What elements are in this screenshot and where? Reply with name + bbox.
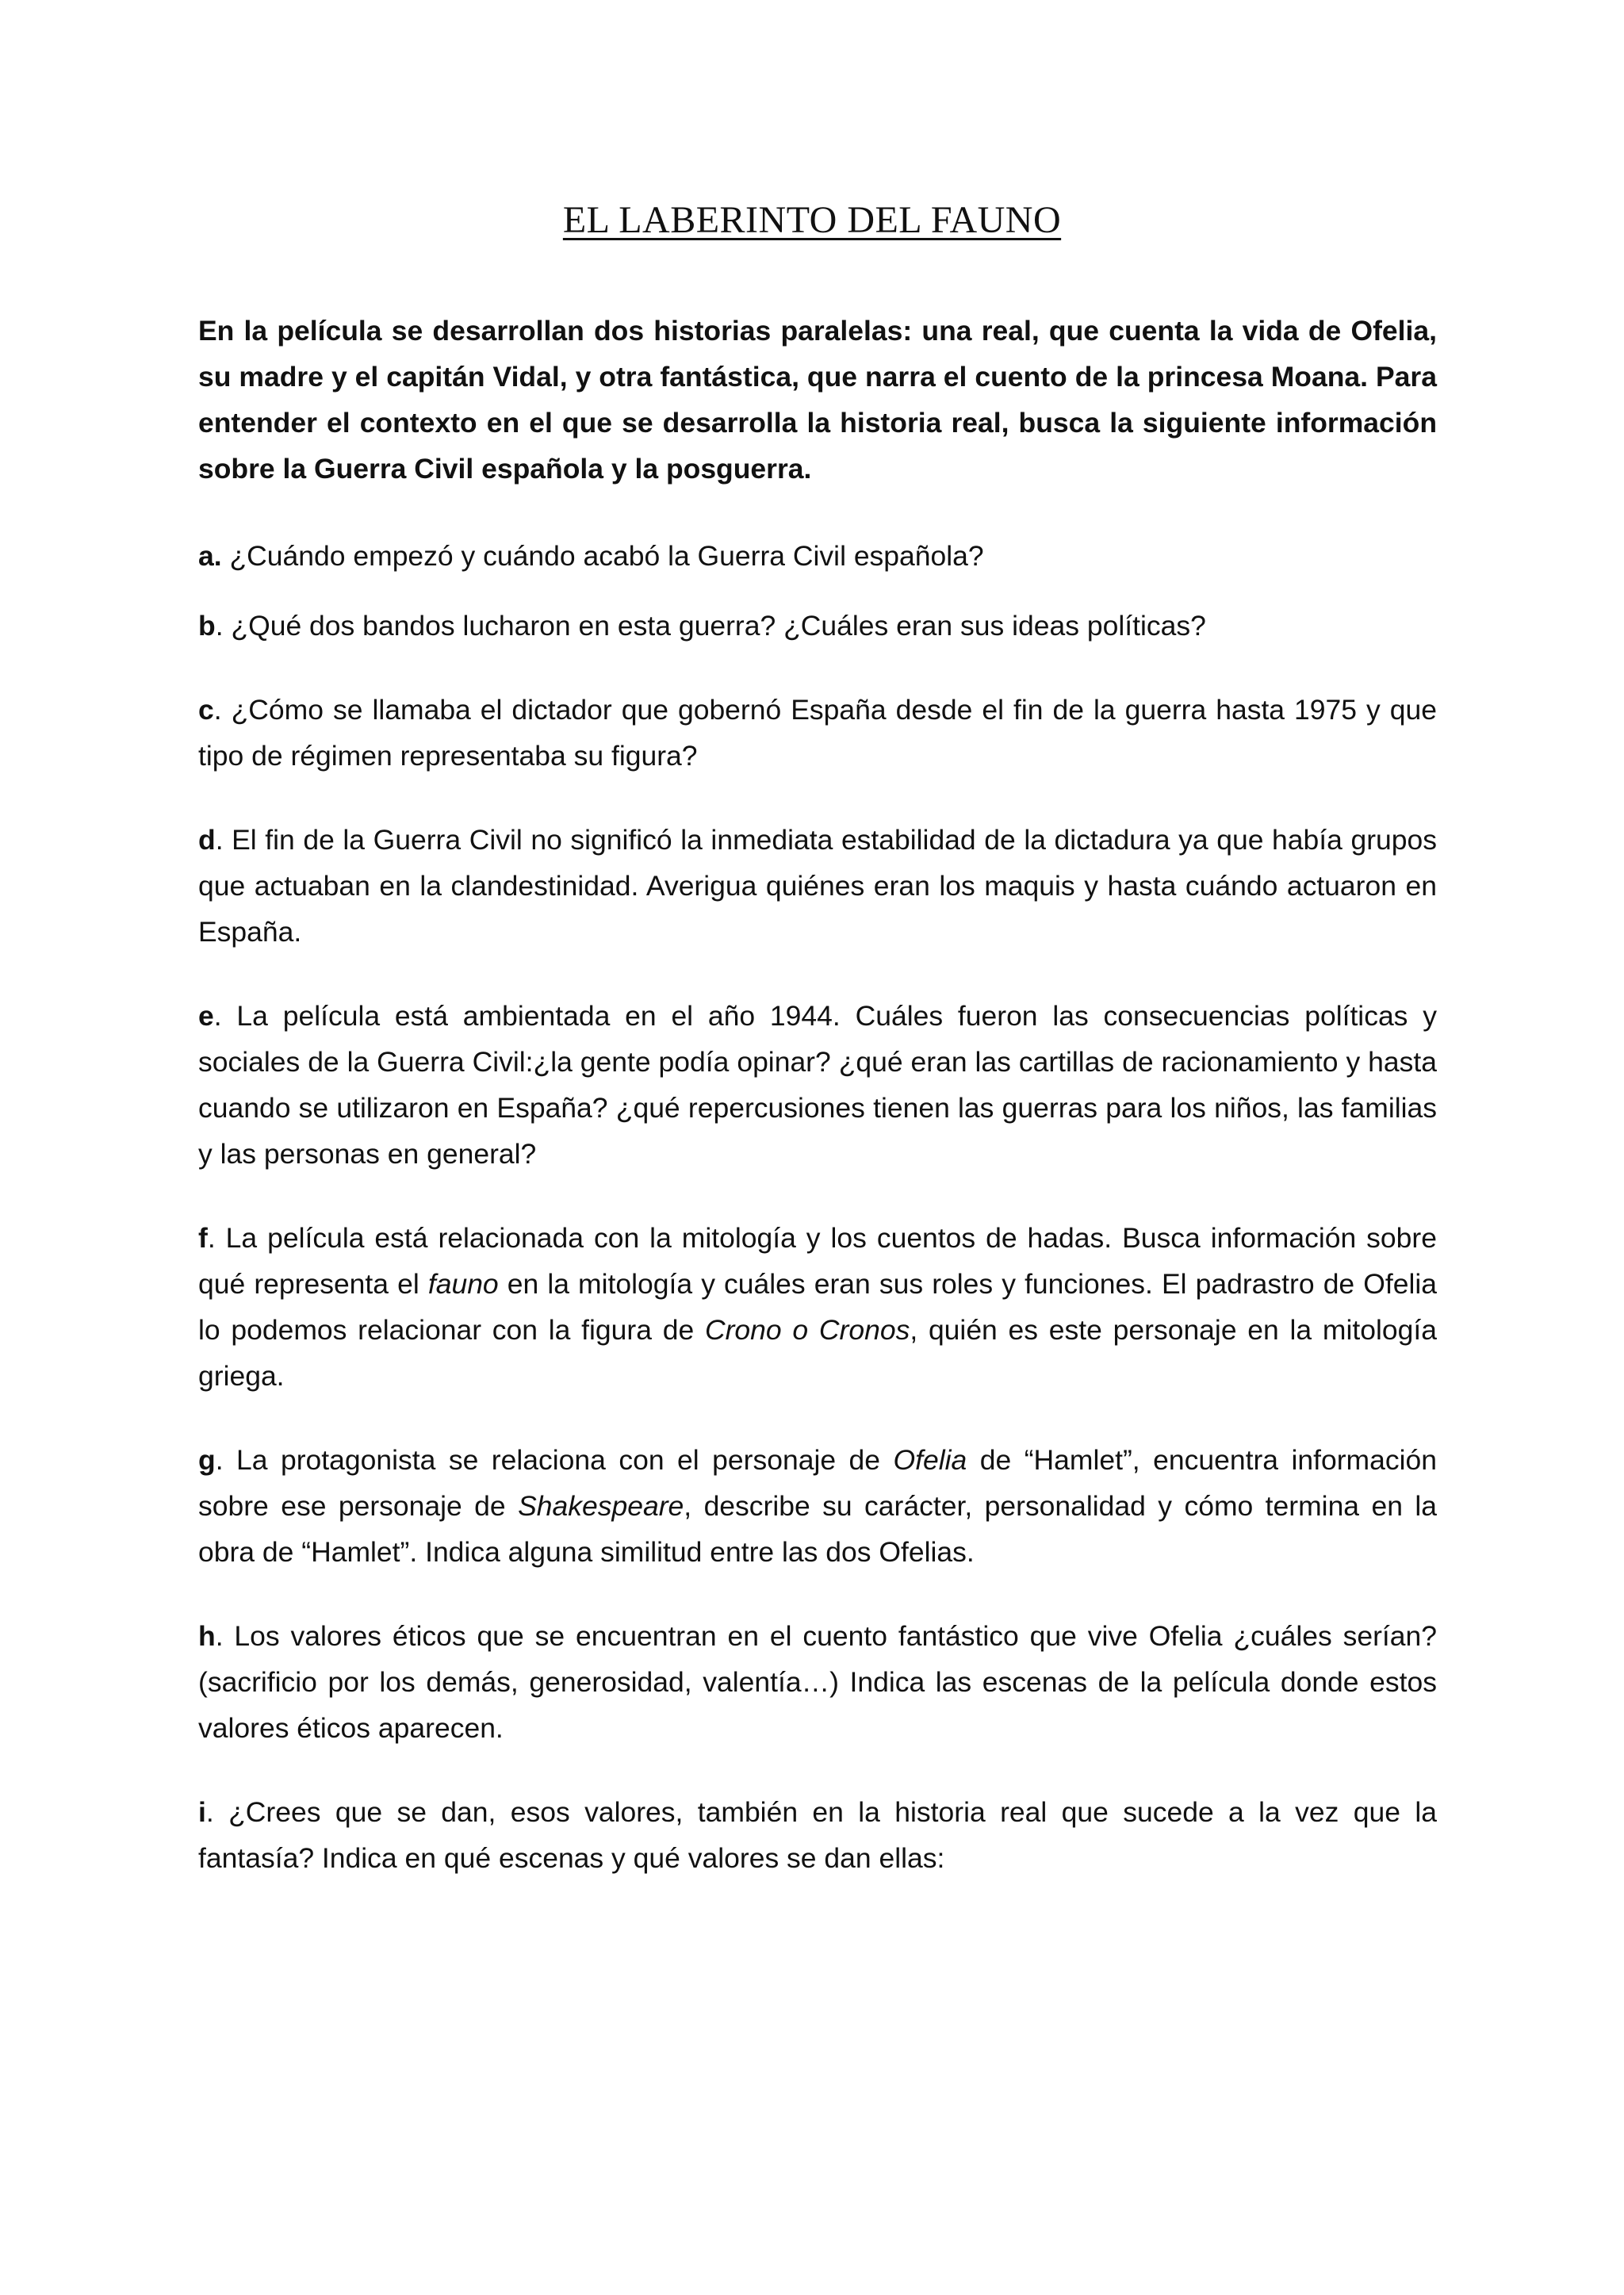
- question-letter: i: [198, 1796, 206, 1828]
- question-letter: h: [198, 1620, 216, 1652]
- document-body: [198, 308, 1437, 1919]
- question-d: [198, 817, 1437, 955]
- question-text: . La película está ambientada en el año 1944. Cuáles fueron las consecuencias políticas y sociales de la Guerra Civil:¿la gente podía opinar? ¿qué eran las cartillas de racionamiento y hasta cuando se utilizaron en España? ¿qué repercusiones tienen las guerras para los niños, las familias y las personas en general?: [198, 1000, 1437, 1170]
- question-text-part: . La protagonista se relaciona con el personaje de: [215, 1444, 894, 1476]
- question-text-part: , describe su carácter, personalidad y cómo termina en la obra de “Hamlet”. Indica alguna similitud entre las dos Ofelias.: [198, 1490, 1437, 1568]
- question-text: . Los valores éticos que se encuentran en el cuento fantástico que vive Ofelia ¿cuáles serían? (sacrificio por los demás, generosidad, valentía…) Indica las escenas de la película donde estos valores éticos aparecen.: [198, 1620, 1437, 1744]
- question-letter: c: [198, 694, 214, 726]
- question-letter: d: [198, 824, 216, 856]
- question-text-part: de “Hamlet”, encuentra información sobre ese personaje de: [198, 1444, 1437, 1522]
- italic-term: Shakespeare: [518, 1490, 684, 1522]
- italic-term: Crono o Cronos: [704, 1314, 910, 1346]
- italic-term: fauno: [427, 1268, 499, 1300]
- document-title: EL LABERINTO DEL FAUNO: [562, 199, 1062, 241]
- question-g: [198, 1437, 1437, 1575]
- question-h: [198, 1613, 1437, 1751]
- intro-paragraph: En la película se desarrollan dos historias paralelas: una real, que cuenta la vida de Ofelia, su madre y el capitán Vidal, y otra fantástica, que narra el cuento de la princesa Moana. Para entender el contexto en el que se desarrolla la historia real, busca la siguiente información sobre la Guerra Civil española y la posguerra.: [198, 315, 1437, 485]
- question-text-part: . La película está relacionada con la mitología y los cuentos de hadas. Busca información sobre qué representa el: [198, 1222, 1437, 1300]
- question-letter: f: [198, 1222, 208, 1254]
- question-text: . El fin de la Guerra Civil no significó la inmediata estabilidad de la dictadura ya que había grupos que actuaban en la clandestinidad. Averigua quiénes eran los maquis y hasta cuándo actuaron en España.: [198, 824, 1437, 948]
- question-a: [198, 533, 1437, 579]
- question-b: [198, 603, 1437, 649]
- question-e: [198, 993, 1437, 1177]
- question-letter: e: [198, 1000, 214, 1032]
- question-text: ¿Cuándo empezó y cuándo acabó la Guerra Civil española?: [221, 540, 984, 572]
- question-text-part: , quién es este personaje en la mitología griega.: [198, 1314, 1437, 1392]
- question-letter: a.: [198, 540, 222, 572]
- question-text: . ¿Cómo se llamaba el dictador que gobernó España desde el fin de la guerra hasta 1975 y que tipo de régimen representaba su figura?: [198, 694, 1437, 772]
- question-f: [198, 1215, 1437, 1399]
- question-text: . ¿Qué dos bandos lucharon en esta guerra? ¿Cuáles eran sus ideas políticas?: [215, 610, 1206, 642]
- question-letter: b: [198, 610, 216, 642]
- question-text-part: en la mitología y cuáles eran sus roles y funciones. El padrastro de Ofelia lo podemos relacionar con la figura de: [198, 1268, 1437, 1346]
- question-i: [198, 1789, 1437, 1881]
- italic-term: Ofelia: [893, 1444, 967, 1476]
- question-letter: g: [198, 1444, 216, 1476]
- question-c: [198, 687, 1437, 779]
- question-text: . ¿Crees que se dan, esos valores, también en la historia real que sucede a la vez que la fantasía? Indica en qué escenas y qué valores se dan ellas:: [198, 1796, 1437, 1874]
